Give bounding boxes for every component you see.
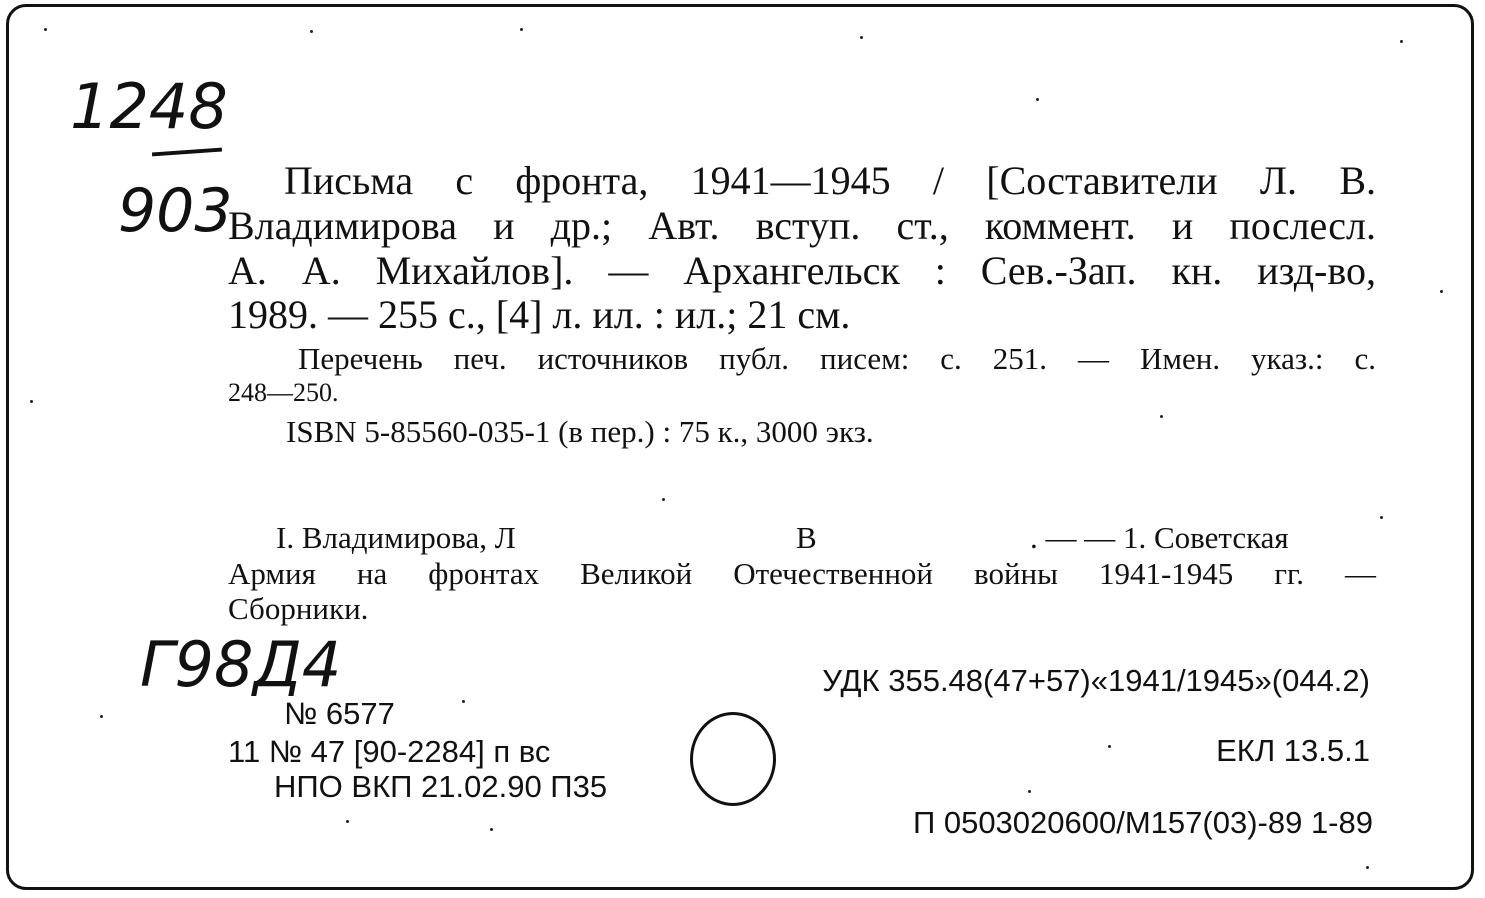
print-info: 11 № 47 [90-2284] п вс <box>228 734 551 769</box>
description-line-3: А. А. Михайлов]. — Архангельск : Сев.-Зап. кн. изд-во, <box>228 248 1376 293</box>
note-line-2: 248—250. <box>228 378 339 407</box>
handwritten-shelf-mark-top: 1248 <box>70 70 228 143</box>
scan-speck <box>100 715 103 718</box>
publisher-info: НПО ВКП 21.02.90 П35 <box>274 769 608 804</box>
index-code: П 0503020600/М157(03)-89 1-89 <box>912 805 1373 840</box>
isbn-line: ISBN 5-85560-035-1 (в пер.) : 75 к., 3000 экз. <box>286 414 874 449</box>
scan-speck <box>462 700 465 703</box>
scan-speck <box>310 30 313 33</box>
scan-speck <box>346 820 349 823</box>
scan-speck <box>1028 790 1031 793</box>
scan-speck <box>1400 40 1403 43</box>
subject-line-1-part-a: I. Владимирова, Л <box>276 520 516 555</box>
scan-speck <box>662 498 665 501</box>
scan-speck <box>490 828 493 831</box>
subject-line-1-part-c: . — — 1. Советская <box>1030 520 1289 555</box>
scan-speck <box>1440 290 1443 293</box>
scan-speck <box>520 28 523 31</box>
stamp-circle <box>690 712 776 806</box>
handwritten-shelf-mark-bottom: 903 <box>118 176 233 246</box>
order-number: № 6577 <box>284 696 395 731</box>
subject-line-3: Сборники. <box>228 591 369 626</box>
scan-speck <box>1036 98 1039 101</box>
scan-speck <box>44 28 47 31</box>
subject-line-1-part-b: В <box>796 520 817 555</box>
scan-speck <box>1160 415 1163 418</box>
description-line-2: Владимирова и др.; Авт. вступ. ст., коммент. и послесл. <box>228 203 1376 248</box>
scan-speck <box>30 400 33 403</box>
udk-code: УДК 355.48(47+57)«1941/1945»(044.2) <box>822 663 1370 698</box>
scan-speck <box>1366 866 1369 869</box>
note-line-1: Перечень печ. источников публ. писем: с. 251. — Имен. указ.: с. <box>298 341 1376 376</box>
subject-line-2: Армия на фронтах Великой Отечественной войны 1941-1945 гг. — <box>228 556 1376 591</box>
scan-speck <box>1108 745 1111 748</box>
handwritten-lower-mark: Г98Д4 <box>140 628 342 701</box>
ekl-code: ЕКЛ 13.5.1 <box>1216 733 1370 768</box>
description-line-4: 1989. — 255 с., [4] л. ил. : ил.; 21 см. <box>228 292 851 337</box>
scan-speck <box>860 36 863 39</box>
description-line-1: Письма с фронта, 1941—1945 / [Составители Л. В. <box>284 158 1376 203</box>
scan-speck <box>1380 516 1383 519</box>
